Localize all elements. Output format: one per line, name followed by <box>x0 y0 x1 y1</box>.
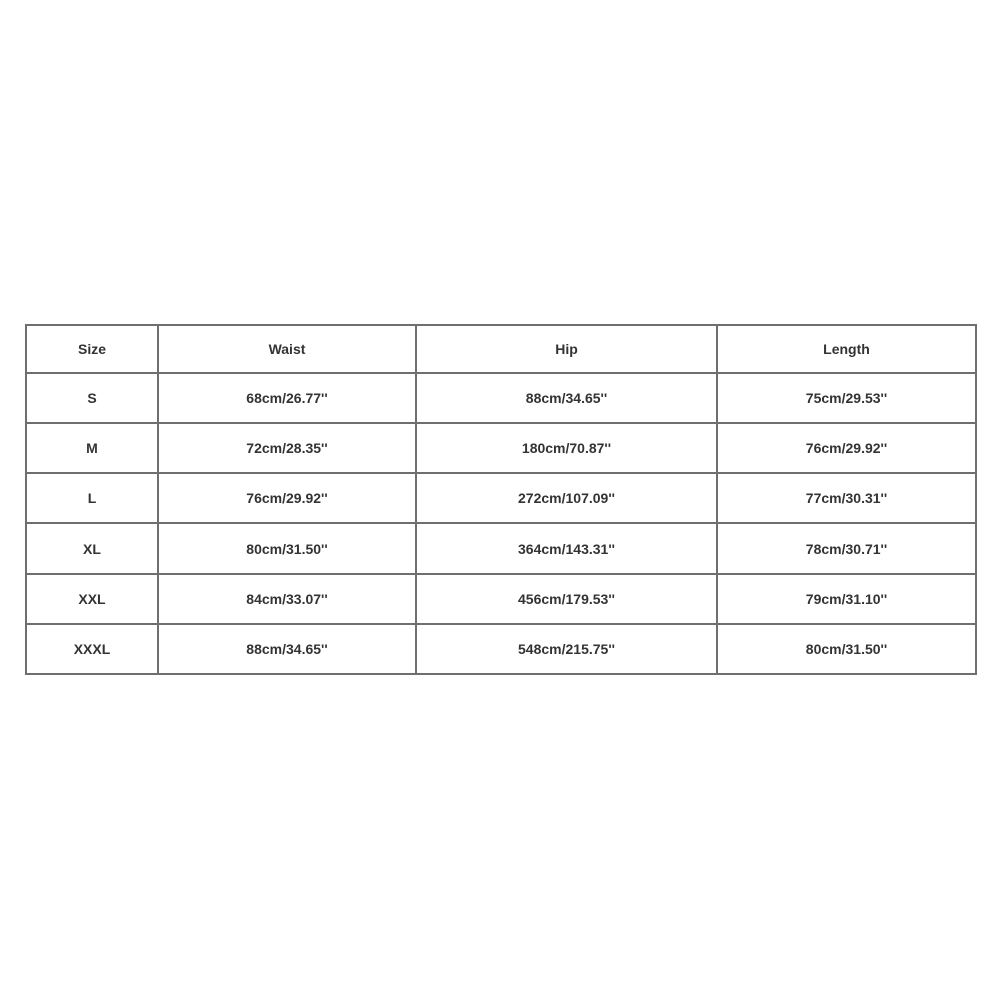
cell-length: 79cm/31.10'' <box>717 574 976 624</box>
table-header-row <box>26 325 976 373</box>
cell-length: 76cm/29.92'' <box>717 423 976 473</box>
cell-length: 77cm/30.31'' <box>717 473 976 523</box>
cell-hip: 272cm/107.09'' <box>416 473 717 523</box>
cell-length: 80cm/31.50'' <box>717 624 976 674</box>
table-row <box>26 574 976 624</box>
cell-waist: 88cm/34.65'' <box>158 624 416 674</box>
header-size: Size <box>26 325 158 373</box>
size-chart-table <box>25 324 977 675</box>
cell-hip: 364cm/143.31'' <box>416 523 717 573</box>
cell-waist: 76cm/29.92'' <box>158 473 416 523</box>
table-row <box>26 373 976 423</box>
cell-hip: 548cm/215.75'' <box>416 624 717 674</box>
cell-hip: 88cm/34.65'' <box>416 373 717 423</box>
cell-hip: 180cm/70.87'' <box>416 423 717 473</box>
table-row <box>26 423 976 473</box>
table-row <box>26 523 976 573</box>
table-row <box>26 473 976 523</box>
cell-size: XXXL <box>26 624 158 674</box>
cell-length: 78cm/30.71'' <box>717 523 976 573</box>
cell-waist: 84cm/33.07'' <box>158 574 416 624</box>
cell-size: XL <box>26 523 158 573</box>
cell-size: L <box>26 473 158 523</box>
cell-waist: 72cm/28.35'' <box>158 423 416 473</box>
cell-waist: 68cm/26.77'' <box>158 373 416 423</box>
cell-size: XXL <box>26 574 158 624</box>
cell-size: M <box>26 423 158 473</box>
table-row <box>26 624 976 674</box>
header-length: Length <box>717 325 976 373</box>
cell-waist: 80cm/31.50'' <box>158 523 416 573</box>
cell-hip: 456cm/179.53'' <box>416 574 717 624</box>
cell-length: 75cm/29.53'' <box>717 373 976 423</box>
header-waist: Waist <box>158 325 416 373</box>
header-hip: Hip <box>416 325 717 373</box>
cell-size: S <box>26 373 158 423</box>
